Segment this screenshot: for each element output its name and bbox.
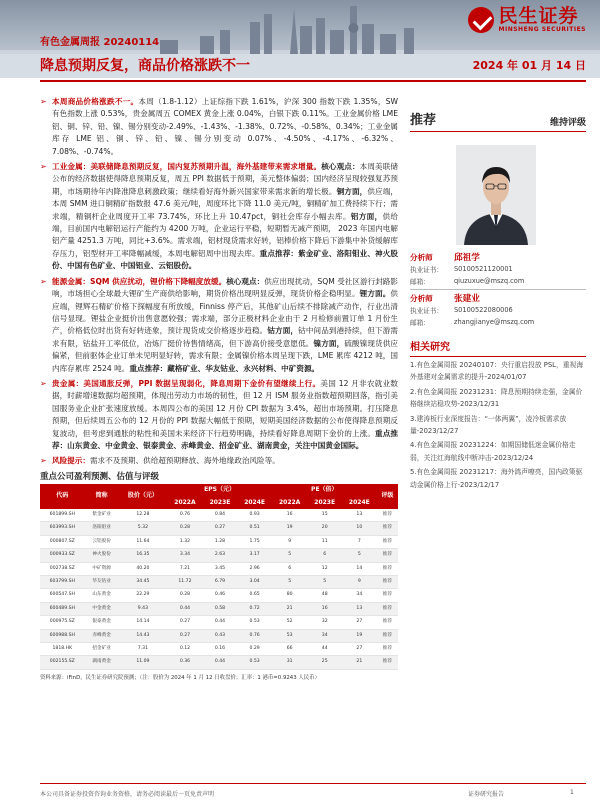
col-eps: EPS（元） [167, 484, 272, 496]
table-cell: 6 [288, 565, 292, 571]
table-cell: 0.28 [179, 592, 191, 598]
body-text: 钴中间品到港持续，但下游需求有限，钴盐开工率低位，冶炼厂挺价待售情绪高，但下游高价接受意愿低。 [52, 326, 399, 348]
table-cell: 推荐 [377, 522, 398, 535]
table-cell: 27 [356, 619, 363, 625]
footer-divider [40, 783, 586, 784]
body-text: 供应端，本周 SMM 进口铜精矿指数报 47.6 美元/吨，周度环比下降 11.0 美元/吨，铜精矿加工费持续下行；需求端，精铜杆企业周度开工率 73.74%，环比上升 10.47pct，铜社会库存小幅去库。 [52, 186, 399, 221]
bold-text: 锂方面。 [359, 289, 391, 299]
table-cell: 0.53 [249, 619, 260, 625]
table-cell: 13 [342, 602, 377, 615]
table-row [40, 656, 398, 669]
body-text: 供给端，目前国内电解铝运行产能约为 4200 万吨，企业运行平稳，短期暂无减产预期， 2023 年国内电解铝产量 4251.3 万吨，同比+3.6%。需求端，铝材现货需求好转，铝棒价格下降后下游集中补货缓解库存压力，铝型材开工率降幅减缓，本周电解铝周中出现去库。 [52, 211, 399, 258]
analyst-name: 张建业 [454, 294, 480, 304]
table-cell: 002155.SZ [40, 656, 85, 669]
analyst-portrait-icon [456, 145, 536, 245]
table-cell: 66 [286, 646, 293, 652]
table-cell: 6 [307, 549, 342, 562]
col-price: 股价（元） [119, 484, 168, 509]
analyst-list [410, 251, 586, 328]
bullet-arrow-icon: ➢ [40, 276, 47, 286]
table-cell: 5.32 [119, 522, 168, 535]
table-cell: 44 [321, 646, 328, 652]
table-cell: 银泰黄金 [92, 619, 111, 625]
table-cell: 推荐 [382, 646, 392, 652]
summary-paragraph [40, 96, 398, 158]
footer-disclaimer: 本公司具备证券投资咨询业务资格，请务必阅读最后一页免责声明 [40, 791, 215, 798]
rating-bar [410, 96, 586, 132]
rating-label: 推荐 [410, 113, 437, 128]
body-text: 本周美联储公布的经济数据使得降息预期反复，周五 PPI 数据低于预期，美元整体偏弱；国内经济呈现较强复苏预期，市场期待年内降准降息刺激政策；继续看好海外新兴国家带来需求新的增长极。 [52, 162, 399, 196]
table-row [40, 509, 398, 522]
analyst-role: 分析师 [410, 293, 433, 303]
summary-paragraph [40, 161, 398, 273]
table-cell: 神火股份 [85, 549, 119, 562]
table-title: 重点公司盈利预测、估值与评级 [40, 471, 160, 482]
col-pe: PE（倍） [272, 484, 377, 496]
table-cell: 赤峰黄金 [85, 629, 119, 642]
table-cell: 2.63 [203, 549, 238, 562]
table-cell: 中金黄金 [85, 602, 119, 615]
related-research-item[interactable]: 5.有色金属周报 20231217：海外鸽声嘹亮，国内政策驱动金属价格上行-2023/12/17 [410, 468, 583, 489]
related-research-item[interactable]: 4.有色金属周报 20231224：如期国储低迷金属价格走弱，关注红海航线中断冲击-2023/12/24 [410, 441, 576, 462]
body-text: 本周（1.8-1.12）上证综指下跌 1.61%，沪深 300 指数下跌 1.35%，SW 有色指数上涨 0.53%，贵金属周五 COMEX 黄金上涨 0.04%，白银下跌 0.11%。工业金属价格 LME 铝、铜、锌、铅、镍、锡分别变动-2.49%、-1.43%、-1.38%、0.72%、-0.58%、0.34%；工业金属库存 LME 铝、铜、锌、铅、镍、锡分别变动 0.07%、-4.50%、-4.17%、-6.32%、7.08%、-0.74%。 [52, 97, 399, 156]
analyst-cert: S0100522080006 [454, 306, 513, 314]
table-cell: 3.04 [237, 576, 272, 589]
bullet-arrow-icon: ➢ [40, 456, 47, 466]
table-cell: 3.17 [237, 549, 272, 562]
table-cell: 601899.SH [49, 512, 75, 517]
analyst-row [410, 292, 586, 304]
body-text: 美国 12 月非农就业数据，时薪增速数据均超预期，体现出劳动力市场的韧性，但 12 月 ISM 服务业指数超预期回落，指引美国服务业企业扩张速度放缓。本周四公布的美国 12 月份 CPI 数据为 3.4%，超出市场预期。打压降息预期，但后续周五公布的 12 月份的 PPI 数据大幅低于预期，短期美国经济数据的公布使得降息预期反复波动，但考虑到通胀的粘性和美国未来经济下行趋势明确，持续看好降息周期下金价的上涨。 [52, 378, 398, 438]
table-cell: 11.72 [167, 576, 202, 589]
table-cell: 山东黄金 [92, 592, 111, 598]
related-research-list [410, 359, 586, 491]
table-cell: 0.43 [203, 629, 238, 642]
table-cell: 云铝股份 [92, 538, 111, 544]
table-cell: 推荐 [382, 538, 392, 544]
table-cell: 9 [342, 576, 377, 589]
bullet-arrow-icon: ➢ [40, 378, 47, 388]
table-cell: 0.36 [167, 656, 202, 669]
cert-label: 执业证书： [410, 307, 443, 315]
table-cell: 6.79 [203, 576, 238, 589]
bold-text: 重点推荐：山东黄金、中金黄金、银泰黄金、赤峰黄金、招金矿业、湖南黄金，关注中国黄金国际。 [52, 428, 399, 450]
table-cell: 7.21 [179, 565, 191, 571]
table-cell: 11.64 [136, 538, 150, 544]
highlight-text: 本周商品价格涨跌不一。 [52, 97, 139, 106]
table-cell: 推荐 [382, 512, 392, 517]
table-cell: 11.09 [119, 656, 168, 669]
table-cell: 34 [356, 592, 363, 598]
bold-text: 钴方面， [267, 326, 299, 336]
table-cell: 0.27 [167, 629, 202, 642]
table-cell: 3.34 [167, 549, 202, 562]
table-cell: 紫金矿业 [92, 512, 111, 517]
email-label: 邮箱： [410, 319, 430, 327]
table-cell: 11 [321, 538, 328, 544]
highlight-text: 工业金属：美联储降息预期反复，国内复苏预期升温，海外基建带来需求增量。 [52, 162, 322, 172]
table-cell: 600489.SH [40, 602, 85, 615]
col-code: 代码 [40, 484, 85, 509]
related-research-item[interactable]: 2.有色金属周报 20231231：降息预期持续走强，金属价格继续站稳攻势-2023/12/31 [410, 387, 583, 409]
table-cell: 7 [357, 538, 361, 544]
table-cell: 9.43 [119, 602, 168, 615]
table-cell: 华友钴业 [85, 576, 119, 589]
table-cell: 52 [286, 619, 293, 625]
table-cell: 1818.HK [52, 646, 73, 652]
col-year: 2023E [307, 497, 342, 509]
bold-text: 铝方面， [350, 211, 383, 221]
highlight-text: 能源金属：SQM 供应扰动，锂价格下降幅度放缓。 [52, 276, 227, 286]
table-cell: 12.28 [136, 512, 150, 517]
table-cell: 0.58 [203, 602, 238, 615]
analyst-email: qiuzuxue@mszq.com [454, 277, 525, 285]
table-cell: 13 [356, 512, 363, 517]
table-cell: 5 [272, 576, 307, 589]
table-cell: 603799.SH [40, 576, 85, 589]
related-research-item[interactable]: 1.有色金属周报 20240107：央行重启投放 PSL，重视海外基建对金属需求的提升-2024/01/07 [410, 361, 584, 382]
col-name: 简称 [85, 484, 119, 509]
table-cell: 14 [356, 565, 363, 571]
table-cell: 0.27 [203, 522, 238, 535]
table-cell: 53 [272, 629, 307, 642]
table-cell: 15 [321, 512, 328, 517]
analyst-email: zhangjianye@mszq.com [454, 318, 535, 326]
bold-text: 核心观点： [321, 162, 360, 172]
table-cell: 推荐 [377, 576, 398, 589]
bullet-arrow-icon: ➢ [40, 97, 47, 106]
analyst-role: 分析师 [410, 252, 433, 262]
table-cell: 推荐 [382, 619, 392, 625]
col-year: 2024E [237, 497, 272, 509]
body-text: 供应出现扰动，SQM 受社区游行封路影响，市场担心全球最大锂矿生产商供给影响，期货价格出现明显反弹，现货价格企稳明显。 [52, 276, 399, 299]
analyst-row [410, 275, 586, 287]
table-cell: 0.53 [237, 656, 272, 669]
bold-text: 重点推荐：紫金矿业、洛阳钼业、神火股份、中国有色矿业、中国铝业、云铝股份。 [52, 248, 398, 271]
table-row [40, 576, 398, 589]
related-research-title: 相关研究 [410, 338, 586, 357]
table-row [40, 643, 398, 656]
rating-value: 维持评级 [549, 118, 586, 128]
report-date: 2024 年 01 月 14 日 [472, 59, 586, 72]
table-cell: 0.93 [249, 512, 260, 517]
table-cell: 32 [321, 619, 328, 625]
related-research-item[interactable]: 3.建涛板行业深度报告：“一体两翼”，凌冷板需求放量-2023/12/27 [410, 414, 567, 436]
table-cell: 0.12 [179, 646, 191, 652]
analyst-photo [456, 145, 536, 245]
logo-name-cn: 民生证券 [498, 5, 579, 27]
table-row [40, 535, 398, 548]
table-cell: 12 [321, 565, 328, 571]
body-text: 硫酸镍现货供应偏紧，但前驱体企业订单未见明显好转，需求有限；金属镍价格本周呈现下跌，LME 累库 4212 吨，国内库存累库 2524 吨。 [52, 338, 399, 373]
table-cell: 推荐 [382, 565, 392, 571]
bold-text: 铜方面， [336, 186, 368, 196]
table-cell: 21 [272, 602, 307, 615]
report-type: 有色金属周报 20240114 [40, 37, 160, 48]
col-year: 2022A [272, 497, 307, 509]
table-cell: 0.51 [237, 522, 272, 535]
highlight-text: 贵金属：美国通胀反弹，PPI 数据呈现弱化，降息周期下金价有望继续上行。 [52, 378, 321, 388]
analyst-row [410, 304, 586, 316]
table-cell: 0.27 [179, 619, 191, 625]
table-cell: 000933.SZ [40, 549, 85, 562]
table-cell: 0.76 [237, 629, 272, 642]
col-year: 2023E [203, 497, 238, 509]
table-cell: 16.35 [119, 549, 168, 562]
table-cell: 0.44 [203, 656, 238, 669]
table-cell: 中矿资源 [92, 565, 111, 571]
table-cell: 14.43 [119, 629, 168, 642]
table-row [40, 629, 398, 642]
table-cell: 0.72 [237, 602, 272, 615]
company-logo [468, 6, 587, 33]
table-cell: 600988.SH [40, 629, 85, 642]
bold-text: 核心观点： [226, 276, 265, 286]
table-cell: 34 [307, 629, 342, 642]
sidebar [410, 96, 586, 493]
table-cell: 湖南黄金 [85, 656, 119, 669]
table-cell: 3.45 [214, 565, 226, 571]
table-cell: 2.96 [249, 565, 260, 571]
table-cell: 40.20 [136, 565, 150, 571]
table-cell: 14.14 [136, 619, 150, 625]
table-cell: 34.45 [119, 576, 168, 589]
table-cell: 600547.SH [49, 592, 75, 598]
table-row [40, 589, 398, 602]
analyst-cert: S0100521120001 [454, 265, 513, 273]
table-cell: 0.76 [179, 512, 191, 517]
col-year: 2022A [167, 497, 202, 509]
table-cell: 10 [342, 522, 377, 535]
table-cell: 推荐 [377, 656, 398, 669]
profit-forecast-table [40, 484, 398, 670]
cert-label: 执业证书： [410, 266, 443, 274]
table-row [40, 602, 398, 615]
summary-paragraph [40, 276, 398, 375]
table-source-note: 资料来源：iFinD，民生证券研究院预测；（注：股价为 2024 年 1 月 12 日收盘价；汇率：1 港币=0.9243 人民币） [40, 674, 320, 681]
table-cell: 洛阳钼业 [85, 522, 119, 535]
bold-text: 重点推荐：藏格矿业、华友钴业、永兴材料、中矿资源。 [129, 363, 320, 373]
footer-label: 证券研究报告 [468, 791, 505, 798]
bullet-arrow-icon: ➢ [40, 162, 47, 172]
highlight-text: 风险提示： [52, 456, 90, 466]
bold-text: 镍方面， [313, 338, 345, 348]
summary-paragraph [40, 378, 398, 452]
analyst-row [410, 251, 586, 263]
email-label: 邮箱： [410, 278, 430, 286]
table-cell: 5 [272, 549, 307, 562]
table-cell: 0.65 [249, 592, 260, 598]
table-row [40, 562, 398, 575]
title-divider [40, 80, 586, 82]
table-cell: 招金矿业 [92, 646, 111, 652]
table-row [40, 522, 398, 535]
table-cell: 1.28 [214, 538, 226, 544]
table-cell: 7.31 [137, 646, 149, 652]
table-cell: 21 [342, 656, 377, 669]
table-cell: 27 [356, 646, 363, 652]
table-cell: 0.16 [214, 646, 226, 652]
body-text: 需求不及预期、供给超预期释放、海外地缘政治风险等。 [89, 456, 280, 466]
table-cell: 0.29 [249, 646, 260, 652]
logo-name-en: MINSHENG SECURITIES [498, 26, 586, 33]
analyst-row [410, 316, 586, 328]
table-cell: 5 [342, 549, 377, 562]
table-row [40, 616, 398, 629]
table-cell: 19 [342, 629, 377, 642]
body-text: 供应端，锂辉石精矿价格下探幅度有所放缓，Finniss 停产后，其他矿山后续不排除减产动作，行业出清信号显现。锂盐企业挺价出售意愿较强；需求端，部分正极材料企业由于 2 月检修前置订单 1 月份生产，价格低位时出货有好转迹象，预计现货成交价格逐步趋稳。 [52, 289, 398, 336]
table-cell: 48 [321, 592, 328, 598]
table-cell: 0.44 [167, 602, 202, 615]
table-cell: 0.44 [214, 619, 226, 625]
table-cell: 22.29 [136, 592, 150, 598]
table-cell: 1.32 [179, 538, 191, 544]
table-cell: 000807.SZ [49, 538, 75, 544]
table-cell: 推荐 [382, 592, 392, 598]
table-cell: 80 [286, 592, 293, 598]
table-cell: 推荐 [377, 629, 398, 642]
table-cell: 0.84 [214, 512, 226, 517]
table-row [40, 549, 398, 562]
col-year: 2024E [342, 497, 377, 509]
page-number: 1 [570, 789, 574, 796]
table-cell: 1.75 [249, 538, 260, 544]
table-cell: 9 [288, 538, 292, 544]
report-title: 降息预期反复，商品价格涨跌不一 [40, 58, 250, 74]
table-cell: 002738.SZ [49, 565, 75, 571]
table-cell: 0.28 [167, 522, 202, 535]
table-cell: 0.46 [214, 592, 226, 598]
analyst-divider [410, 289, 586, 290]
col-rating: 评级 [377, 484, 398, 509]
table-cell: 推荐 [377, 602, 398, 615]
table-cell: 000975.SZ [49, 619, 75, 625]
table-cell: 603993.SH [40, 522, 85, 535]
table-cell: 31 [272, 656, 307, 669]
analyst-row [410, 263, 586, 275]
table-cell: 推荐 [377, 549, 398, 562]
table-cell: 20 [307, 522, 342, 535]
table-cell: 5 [307, 576, 342, 589]
table-cell: 16 [286, 512, 293, 517]
table-cell: 19 [272, 522, 307, 535]
table-cell: 25 [307, 656, 342, 669]
table-cell: 16 [307, 602, 342, 615]
analyst-name: 邱祖学 [454, 253, 480, 263]
summary-paragraph [40, 455, 398, 467]
logo-check-icon [468, 7, 494, 33]
summary-column [40, 96, 398, 684]
